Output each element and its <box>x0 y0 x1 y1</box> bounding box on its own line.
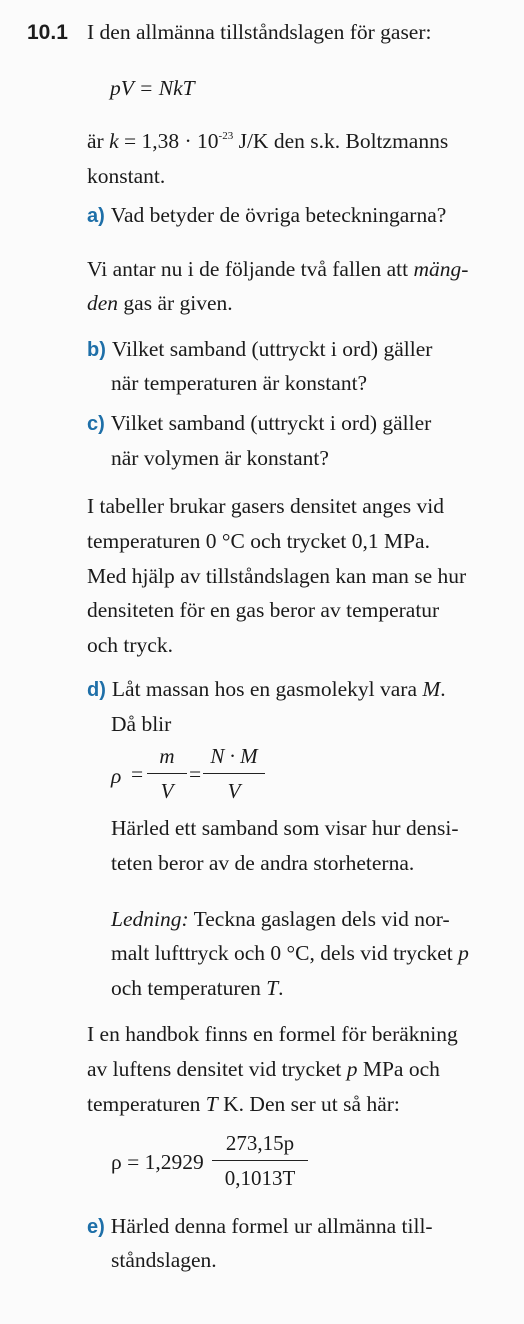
fraction-m-over-v <box>147 744 187 804</box>
handbook-line-3: temperaturen T K. Den ser ut så här: <box>87 1092 400 1116</box>
label-e: e) <box>87 1216 105 1238</box>
label-b: b) <box>87 339 106 361</box>
denominator-v: V <box>160 779 174 803</box>
hint-label: Ledning: <box>111 907 189 931</box>
density-formula-fraction <box>212 1131 308 1191</box>
equals-2: = <box>189 762 202 786</box>
intro-text: I den allmänna tillståndslagen för gaser: <box>87 20 432 44</box>
question-d-line-2: Då blir <box>111 712 172 736</box>
question-b-line-2: när temperaturen är konstant? <box>111 371 368 395</box>
equals-1: = <box>131 762 144 786</box>
numerator-m: m <box>159 744 175 768</box>
gas-law-formula: pV = NkT <box>110 76 195 100</box>
tables-line-1: I tabeller brukar gasers densitet anges vid <box>87 494 445 518</box>
handbook-line-1: I en handbok finns en formel för beräkning <box>87 1022 458 1046</box>
tables-line-2: temperaturen 0 °C och trycket 0,1 MPa. <box>87 529 430 553</box>
tables-line-3: Med hjälp av tillståndslagen kan man se hur <box>87 564 467 588</box>
tables-line-4: densiteten för en gas beror av temperatur <box>87 598 440 622</box>
hint-line-3: och temperaturen T. <box>111 976 284 1000</box>
density-formula-lhs: ρ = 1,2929 <box>111 1150 204 1174</box>
label-c: c) <box>87 413 105 435</box>
tables-line-5: och tryck. <box>87 633 173 657</box>
question-c-line-2: när volymen är konstant? <box>111 446 329 470</box>
derive-line-2: teten beror av de andra storheterna. <box>111 851 415 875</box>
boltzmann-line: är $k = 1,38 \cdot 10^{-23}$ J/K den s.k. Boltzmanns <box>87 129 449 153</box>
question-e: e) Härled denna formel ur allmänna till- <box>87 1214 433 1238</box>
rho-symbol: ρ <box>111 764 122 788</box>
hint-line-2: malt lufttryck och 0 °C, dels vid trycket p <box>111 941 469 965</box>
label-d: d) <box>87 679 106 701</box>
handbook-line-2: av luftens densitet vid trycket p MPa och <box>87 1057 440 1081</box>
question-b: b) Vilket samband (uttryckt i ord) gäller <box>87 337 433 361</box>
label-a: a) <box>87 205 105 227</box>
fraction-nm-over-v <box>203 744 265 804</box>
numerator-nm: N · M <box>210 744 258 768</box>
question-d: d) Låt massan hos en gasmolekyl vara M. <box>87 677 446 701</box>
question-a: a) Vad betyder de övriga beteckningarna? <box>87 203 447 227</box>
derive-line-1: Härled ett samband som visar hur densi- <box>111 816 459 840</box>
hint-line-1: Ledning: Teckna gaslagen dels vid nor- <box>111 907 450 931</box>
question-c: c) Vilket samband (uttryckt i ord) gäller <box>87 411 432 435</box>
problem-number: 10.1 <box>27 21 68 44</box>
numerator-27315p: 273,15p <box>225 1131 295 1155</box>
denominator-01013t: 0,1013T <box>224 1166 296 1190</box>
denominator-v: V <box>227 779 241 803</box>
question-e-line-2: ståndslagen. <box>111 1248 217 1272</box>
assumption-line-1: Vi antar nu i de följande två fallen att mäng- <box>87 257 469 281</box>
assumption-line-2: den gas är given. <box>87 291 233 315</box>
boltzmann-line-2: konstant. <box>87 164 166 188</box>
